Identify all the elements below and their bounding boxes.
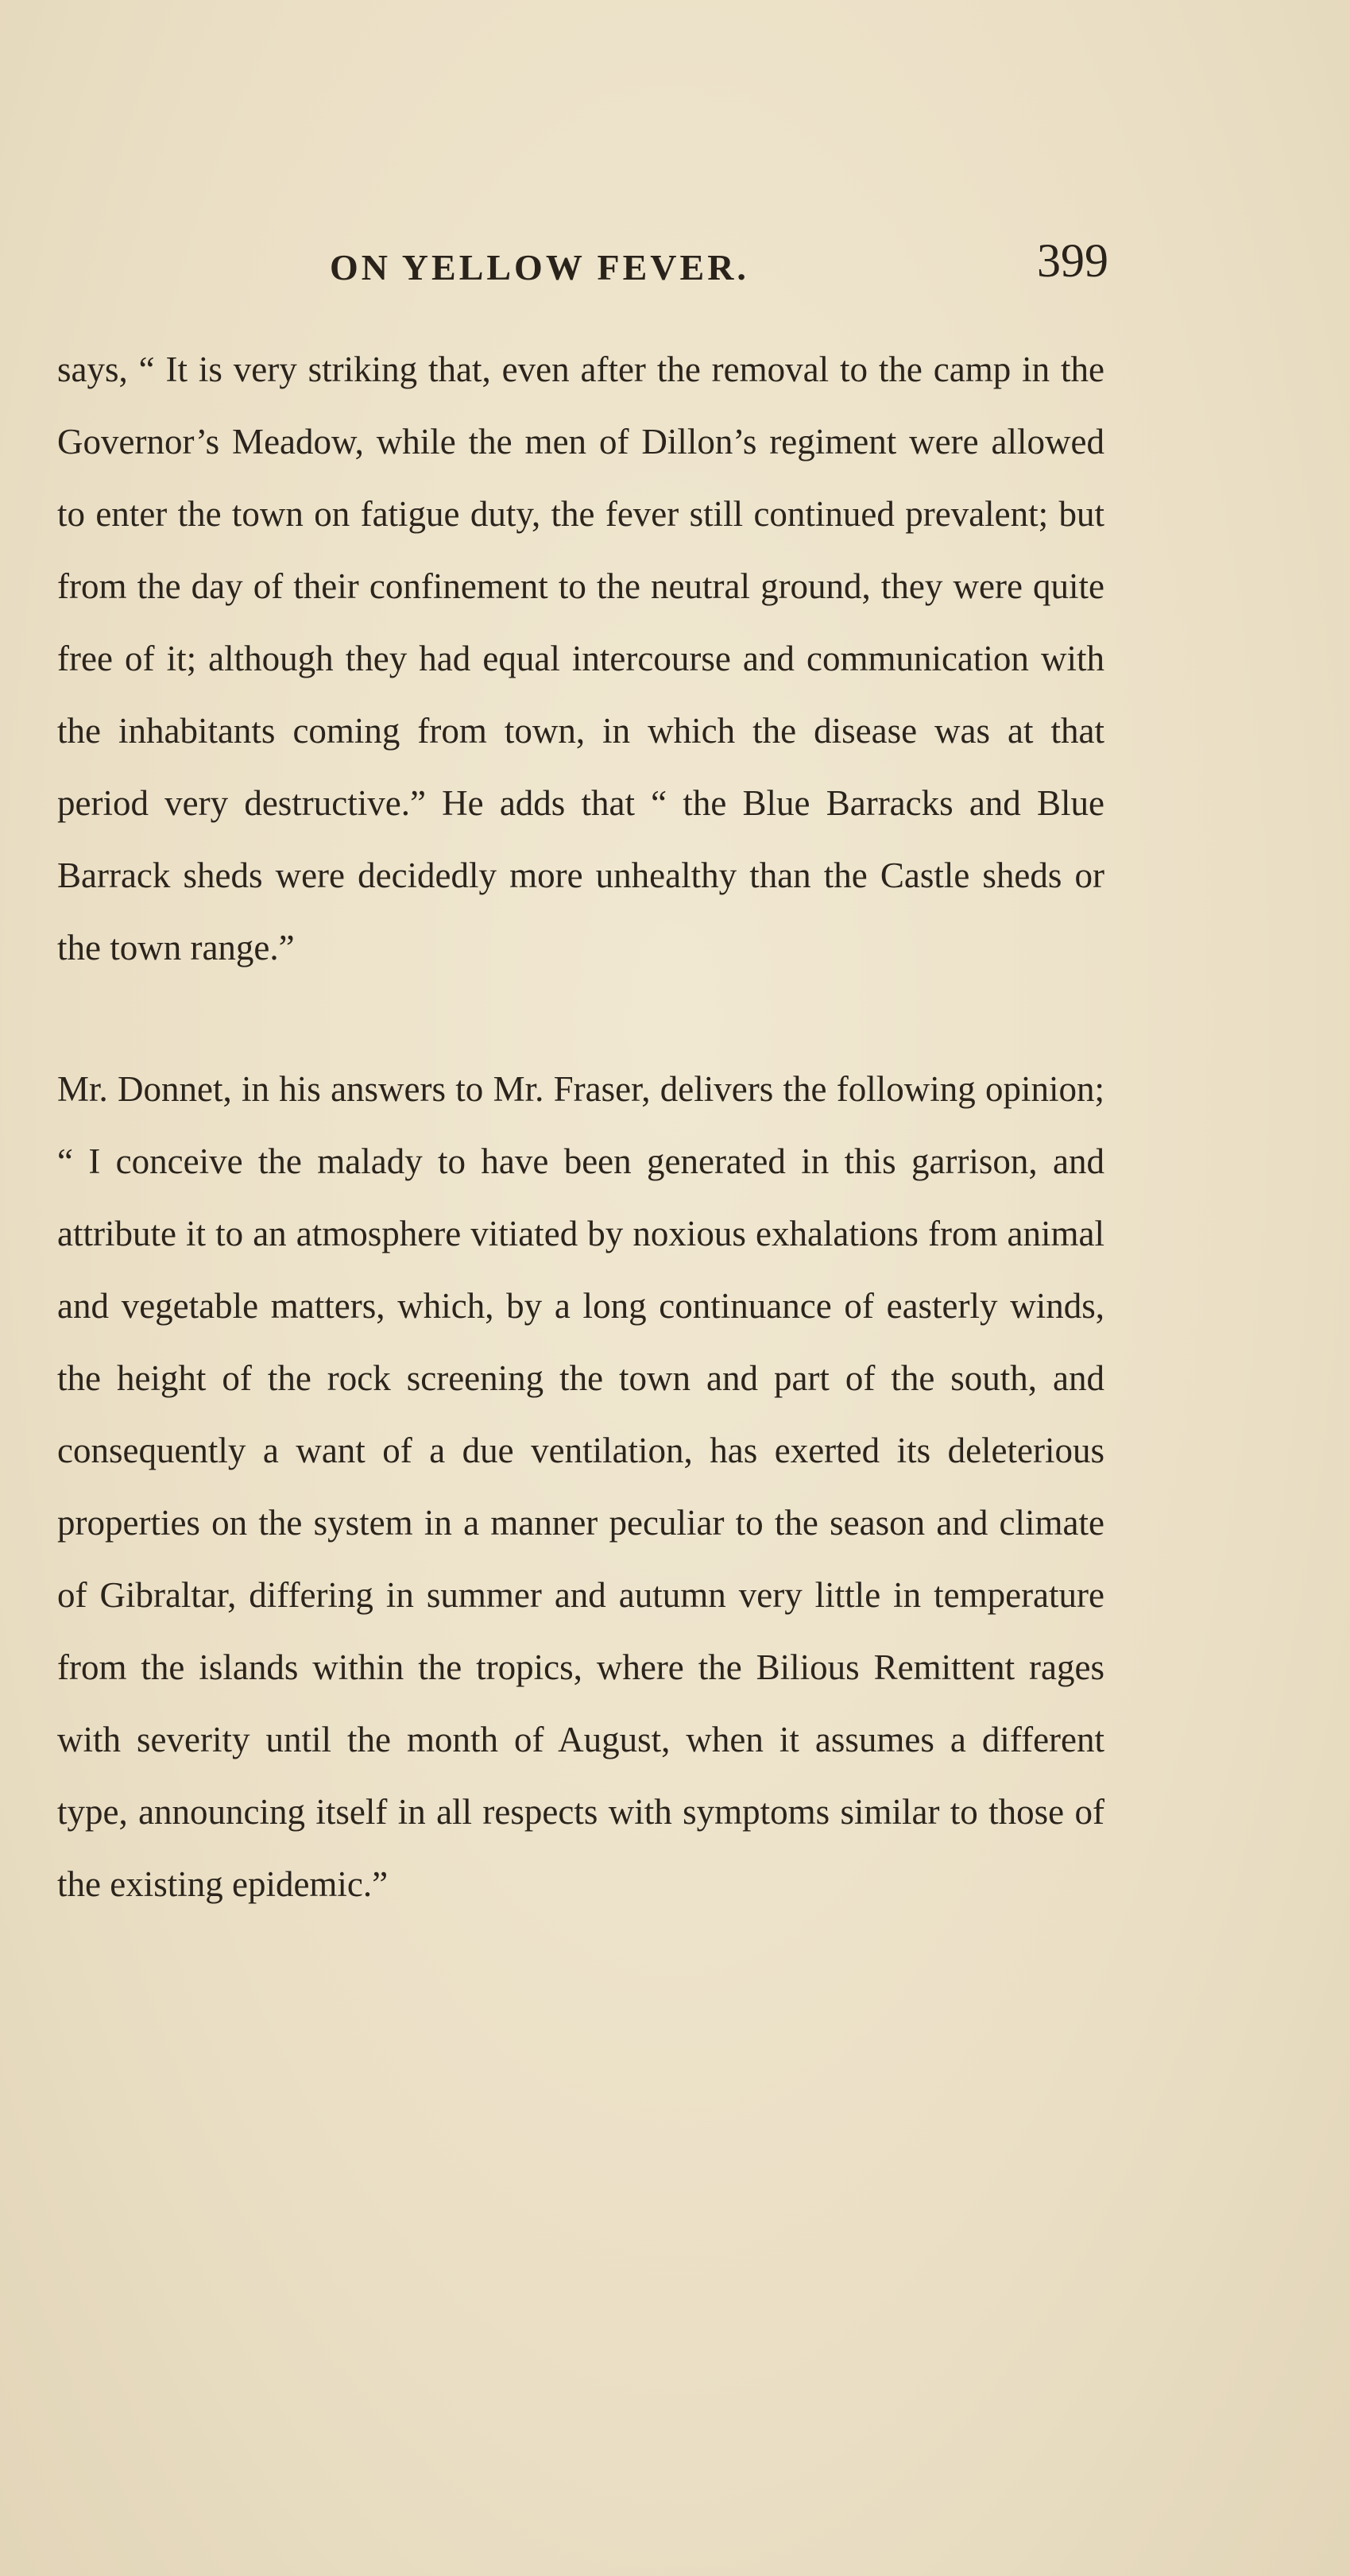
body-text [57,334,1104,1921]
running-title: ON YELLOW FEVER. [330,247,749,288]
page-number: 399 [1037,234,1108,287]
paragraph-quote-continuation: says, “ It is very striking that, even after the removal to the camp in the Governor’s Meadow, while the men of Dillon’s regiment were allowed to enter the town on fatigue duty, the fever still continued prevalent; but from the day of their confinement to the neutral ground, they were quite free of it; although they had equal intercourse and communication with the inhabitants coming from town, in which the disease was at that period very destructive.” He adds that “ the Blue Barracks and Blue Barrack sheds were decidedly more unhealthy than the Castle sheds or the town range.” [57,350,1104,967]
paragraph-donnet-opinion: Mr. Donnet, in his answers to Mr. Fraser, delivers the following opinion; “ I conceive the malady to have been generated in this garrison, and attribute it to an atmosphere vitiated by noxious exhalations from animal and vegetable matters, which, by a long continuance of easterly winds, the height of the rock screening the town and part of the south, and consequently a want of a due ventilation, has exerted its deleterious properties on the system in a manner peculiar to the season and climate of Gibraltar, differing in summer and autumn very little in temperature from the islands within the tropics, where the Bilious Remittent rages with severity until the month of August, when it assumes a different type, announcing itself in all respects with symptoms similar to those of the existing epidemic.” [57,1069,1104,1904]
page-header [330,230,1108,302]
